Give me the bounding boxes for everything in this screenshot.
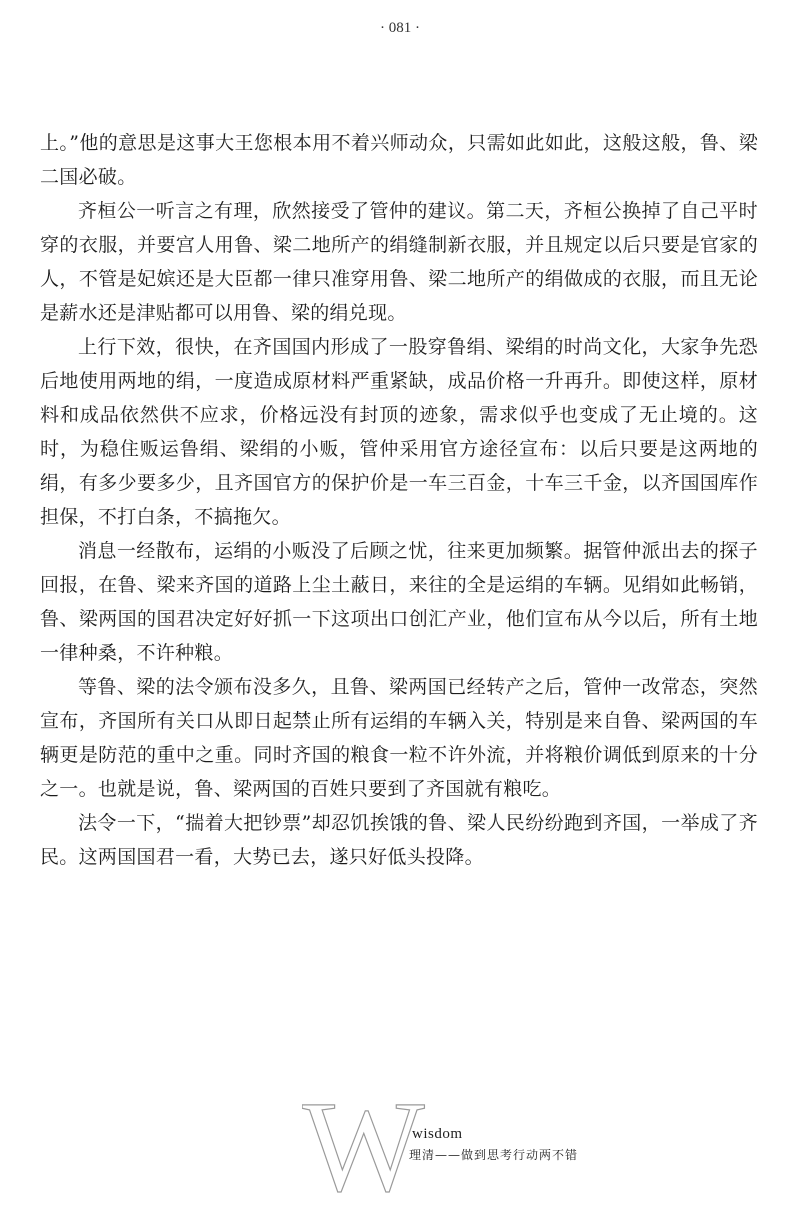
footer-logo [302, 1090, 632, 1200]
brand-word: wisdom [412, 1126, 463, 1142]
paragraph: 等鲁、梁的法令颁布没多久，且鲁、梁两国已经转产之后，管仲一改常态，突然宣布，齐国所有关口从即日起禁止所有运绢的车辆入关，特别是来自鲁、梁两国的车辆更是防范的重中之重。同时齐国的粮食一粒不许外流，并将粮价调低到原来的十分之一。也就是说，鲁、梁两国的百姓只要到了齐国就有粮吃。 [40, 676, 758, 800]
paragraph: 上行下效，很快，在齐国国内形成了一股穿鲁绢、梁绢的时尚文化，大家争先恐后地使用两地的绢，一度造成原材料严重紧缺，成品价格一升再升。即使这样，原材料和成品依然供不应求，价格远没有封顶的迹象，需求似乎也变成了无止境的。这时，为稳住贩运鲁绢、梁绢的小贩，管仲采用官方途径宣布：以后只要是这两地的绢，有多少要多少，且齐国官方的保护价是一车三百金，十车三千金，以齐国国库作担保，不打白条，不搞拖欠。 [40, 336, 758, 528]
wisdom-w-logo-icon [302, 1090, 452, 1200]
paragraph-continued: 上。”他的意思是这事大王您根本用不着兴师动众，只需如此如此，这般这般，鲁、梁二国必破。 [40, 132, 758, 188]
svg-text:W: W [302, 1090, 425, 1200]
body-text [40, 126, 758, 874]
paragraph: 法令一下，“揣着大把钞票”却忍饥挨饿的鲁、梁人民纷纷跑到齐国，一举成了齐民。这两国国君一看，大势已去，遂只好低头投降。 [40, 812, 758, 868]
page-number: · 081 · [380, 20, 420, 36]
brand-slogan: 理清——做到思考行动两不错 [409, 1148, 579, 1162]
paragraph: 消息一经散布，运绢的小贩没了后顾之忧，往来更加频繁。据管仲派出去的探子回报，在鲁、梁来齐国的道路上尘土蔽日，来往的全是运绢的车辆。见绢如此畅销，鲁、梁两国的国君决定好好抓一下这项出口创汇产业，他们宣布从今以后，所有土地一律种桑，不许种粮。 [40, 540, 758, 664]
paragraph: 齐桓公一听言之有理，欣然接受了管仲的建议。第二天，齐桓公换掉了自己平时穿的衣服，并要宫人用鲁、梁二地所产的绢缝制新衣服，并且规定以后只要是官家的人，不管是妃嫔还是大臣都一律只准穿用鲁、梁二地所产的绢做成的衣服，而且无论是薪水还是津贴都可以用鲁、梁的绢兑现。 [40, 200, 758, 324]
